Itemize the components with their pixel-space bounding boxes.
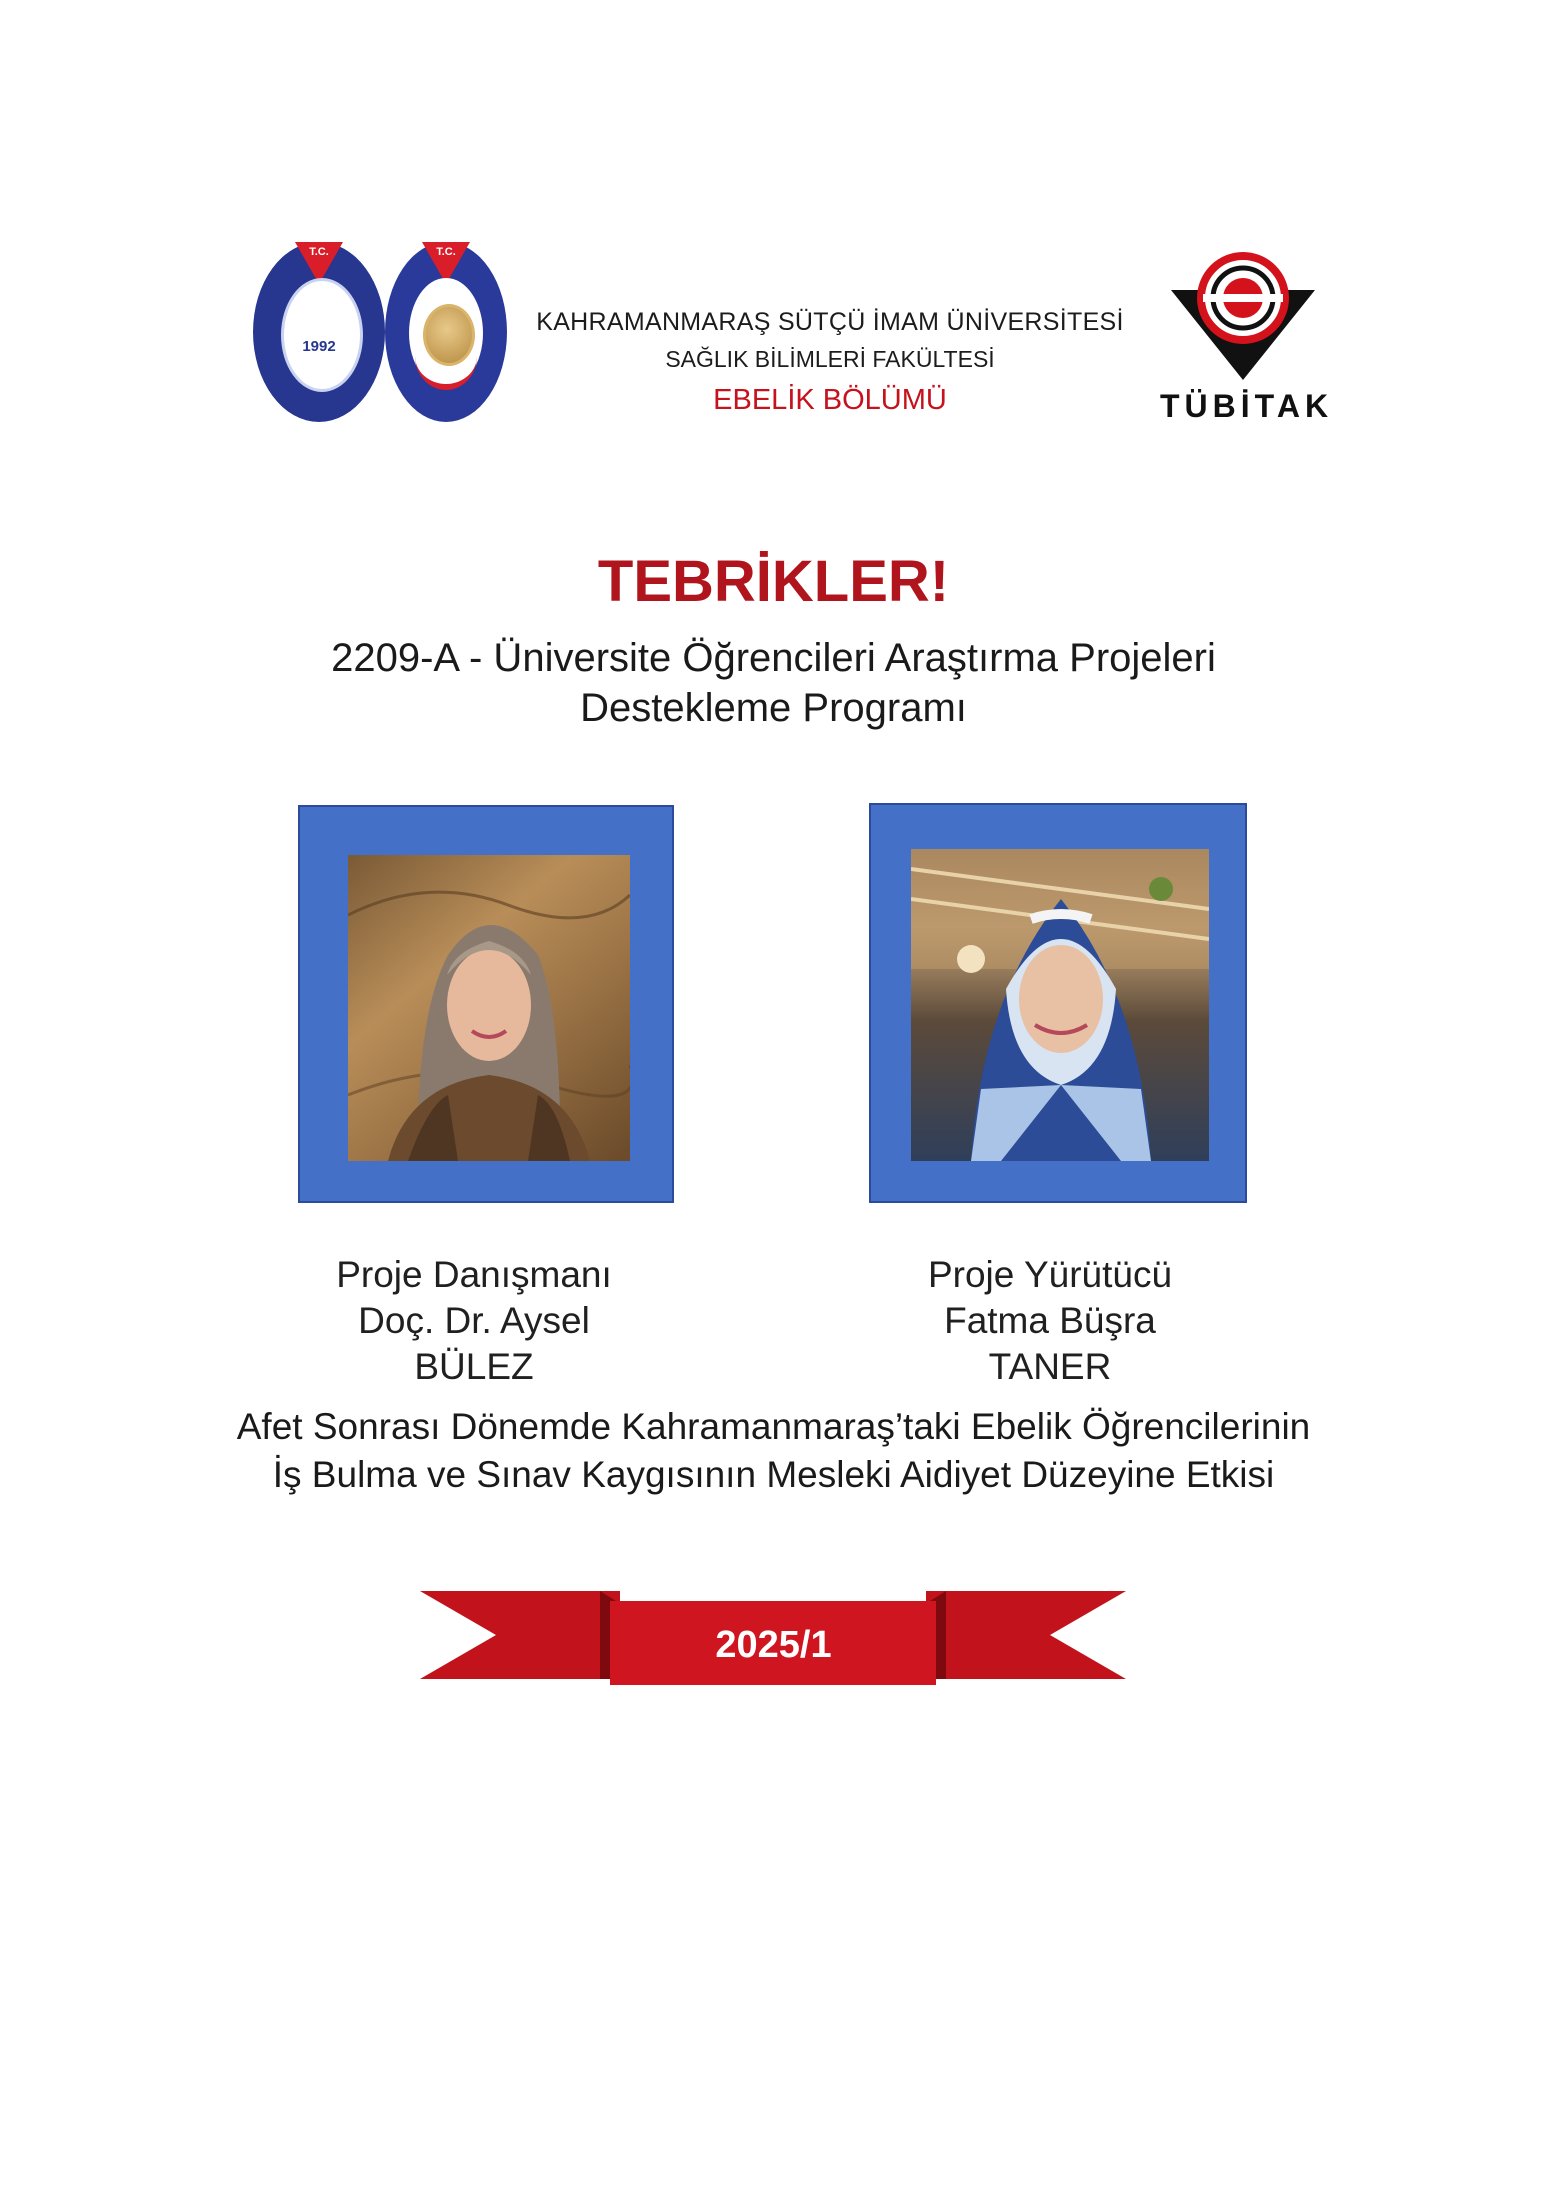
ribbon-label: 2025/1 <box>715 1624 832 1666</box>
faculty-seal-logo <box>385 242 507 422</box>
executor-portrait-image <box>911 849 1209 1161</box>
executor-photo-frame <box>869 803 1247 1203</box>
advisor-photo-frame <box>298 805 674 1203</box>
program-title-line-1: 2209-A - Üniversite Öğrencileri Araştırma Projeleri <box>331 636 1216 680</box>
advisor-name-line-1: Doç. Dr. Aysel <box>358 1300 590 1341</box>
seal-tc-text: T.C. <box>309 246 329 258</box>
department-name: EBELİK BÖLÜMÜ <box>713 384 947 416</box>
executor-role: Proje Yürütücü <box>927 1254 1173 1295</box>
tubitak-stripe <box>1203 294 1283 302</box>
medal-icon <box>423 304 475 366</box>
faculty-name: SAĞLIK BİLİMLERİ FAKÜLTESİ <box>665 346 995 372</box>
seal-tc-text: T.C. <box>436 246 456 258</box>
project-title-line-2: İş Bulma ve Sınav Kaygısının Mesleki Aidiyet Düzeyine Etkisi <box>272 1454 1275 1495</box>
university-name: KAHRAMANMARAŞ SÜTÇÜ İMAM ÜNİVERSİTESİ <box>536 308 1124 336</box>
program-title-line-2: Destekleme Programı <box>580 686 967 730</box>
advisor-name-line-2: BÜLEZ <box>414 1346 534 1387</box>
advisor-role: Proje Danışmanı <box>336 1254 612 1295</box>
seal-inner-circle <box>281 278 363 392</box>
seal-year-text: 1992 <box>302 338 336 355</box>
advisor-portrait-image <box>348 855 630 1161</box>
congrats-heading: TEBRİKLER! <box>597 549 950 614</box>
advisor-photo <box>348 855 630 1161</box>
tubitak-wordmark: TÜBİTAK <box>1160 388 1334 424</box>
executor-block <box>880 1252 1220 1390</box>
executor-name: Fatma Büşra TANER <box>944 1300 1156 1387</box>
executor-photo <box>911 849 1209 1161</box>
advisor-block <box>320 1252 628 1390</box>
project-title-line-1: Afet Sonrası Dönemde Kahramanmaraş’taki Ebelik Öğrencilerinin <box>236 1406 1311 1447</box>
university-seal-logo <box>253 242 385 422</box>
